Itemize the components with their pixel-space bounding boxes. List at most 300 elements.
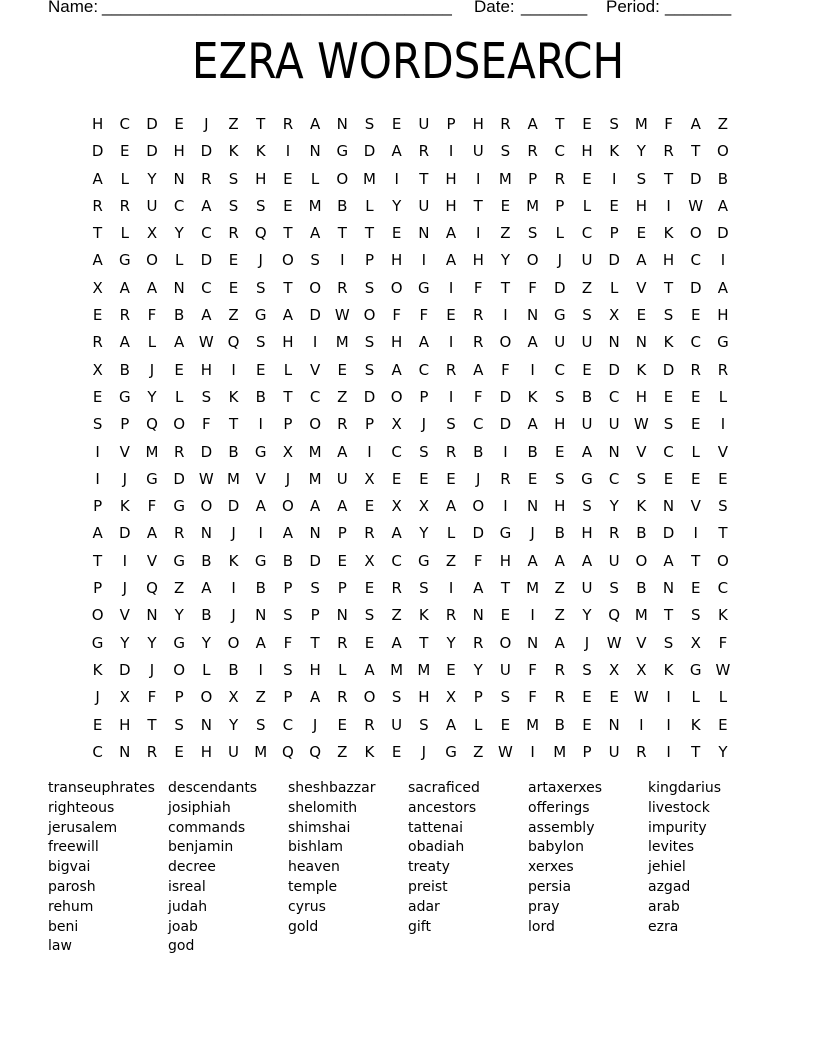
grid-letter[interactable]: E bbox=[555, 442, 565, 461]
grid-letter[interactable]: W bbox=[198, 469, 214, 488]
grid-letter[interactable]: L bbox=[691, 688, 700, 707]
grid-letter[interactable]: W bbox=[198, 333, 214, 352]
grid-letter[interactable]: O bbox=[472, 497, 485, 516]
grid-letter[interactable]: C bbox=[663, 442, 674, 461]
grid-letter[interactable]: O bbox=[336, 169, 349, 188]
grid-letter[interactable]: Z bbox=[581, 278, 593, 297]
grid-letter[interactable]: I bbox=[503, 306, 508, 325]
grid-letter[interactable]: D bbox=[309, 306, 321, 325]
grid-letter[interactable]: B bbox=[527, 442, 538, 461]
grid-letter[interactable]: E bbox=[283, 169, 293, 188]
grid-letter[interactable]: C bbox=[554, 142, 566, 161]
grid-letter[interactable]: K bbox=[255, 142, 266, 161]
grid-letter[interactable]: A bbox=[309, 224, 321, 243]
grid-letter[interactable]: E bbox=[636, 224, 647, 243]
grid-letter[interactable]: R bbox=[228, 224, 239, 243]
grid-letter[interactable]: R bbox=[119, 196, 130, 215]
grid-letter[interactable]: K bbox=[663, 660, 674, 679]
grid-letter[interactable]: E bbox=[92, 387, 103, 406]
grid-letter[interactable]: B bbox=[119, 360, 130, 379]
grid-letter[interactable]: E bbox=[636, 306, 647, 325]
grid-letter[interactable]: X bbox=[228, 688, 239, 707]
grid-letter[interactable]: C bbox=[472, 415, 484, 434]
grid-letter[interactable]: D bbox=[662, 360, 675, 379]
grid-letter[interactable]: T bbox=[500, 579, 510, 598]
grid-letter[interactable]: E bbox=[446, 660, 456, 679]
grid-letter[interactable]: B bbox=[201, 606, 212, 625]
grid-letter[interactable]: S bbox=[690, 606, 701, 625]
grid-letter[interactable]: A bbox=[717, 278, 729, 297]
grid-letter[interactable]: Z bbox=[473, 742, 484, 761]
grid-letter[interactable]: M bbox=[335, 333, 349, 352]
grid-letter[interactable]: W bbox=[633, 415, 649, 434]
grid-letter[interactable]: P bbox=[93, 579, 103, 598]
grid-letter[interactable]: S bbox=[228, 169, 239, 188]
grid-letter[interactable]: H bbox=[282, 333, 294, 352]
grid-letter[interactable]: V bbox=[309, 360, 321, 379]
grid-letter[interactable]: N bbox=[336, 606, 348, 625]
grid-letter[interactable]: E bbox=[582, 715, 592, 734]
grid-letter[interactable]: L bbox=[202, 660, 211, 679]
grid-letter[interactable]: K bbox=[717, 606, 728, 625]
grid-letter[interactable]: O bbox=[390, 278, 403, 297]
grid-letter[interactable]: D bbox=[146, 142, 158, 161]
grid-letter[interactable]: E bbox=[174, 742, 184, 761]
grid-letter[interactable]: D bbox=[608, 251, 620, 270]
grid-letter[interactable]: A bbox=[527, 551, 538, 570]
grid-letter[interactable]: U bbox=[554, 333, 566, 352]
grid-letter[interactable]: X bbox=[146, 224, 158, 243]
grid-letter[interactable]: S bbox=[609, 115, 619, 133]
grid-letter[interactable]: U bbox=[146, 196, 158, 215]
grid-letter[interactable]: V bbox=[636, 633, 647, 652]
grid-letter[interactable]: G bbox=[254, 306, 267, 325]
grid-letter[interactable]: I bbox=[448, 579, 454, 598]
grid-letter[interactable]: C bbox=[201, 278, 212, 297]
grid-letter[interactable]: E bbox=[283, 196, 293, 215]
grid-letter[interactable]: B bbox=[554, 715, 565, 734]
grid-letter[interactable]: C bbox=[608, 387, 620, 406]
grid-letter[interactable]: S bbox=[555, 387, 565, 406]
grid-letter[interactable]: R bbox=[418, 142, 430, 161]
grid-letter[interactable]: Z bbox=[554, 579, 565, 598]
grid-letter[interactable]: R bbox=[473, 306, 484, 325]
grid-letter[interactable]: I bbox=[639, 715, 644, 734]
grid-letter[interactable]: G bbox=[118, 251, 131, 270]
grid-letter[interactable]: R bbox=[364, 524, 375, 543]
grid-letter[interactable]: N bbox=[662, 579, 675, 598]
grid-letter[interactable]: N bbox=[200, 524, 212, 543]
grid-letter[interactable]: V bbox=[119, 606, 130, 625]
grid-letter[interactable]: S bbox=[283, 606, 293, 625]
grid-letter[interactable]: S bbox=[364, 333, 375, 352]
grid-letter[interactable]: P bbox=[528, 169, 538, 188]
grid-letter[interactable]: A bbox=[309, 497, 321, 516]
grid-letter[interactable]: A bbox=[146, 278, 158, 297]
grid-letter[interactable]: E bbox=[582, 115, 592, 133]
grid-letter[interactable]: Z bbox=[717, 115, 729, 133]
grid-letter[interactable]: S bbox=[391, 688, 402, 707]
grid-letter[interactable]: E bbox=[690, 415, 701, 434]
grid-letter[interactable]: M bbox=[526, 715, 540, 734]
grid-letter[interactable]: M bbox=[553, 742, 567, 761]
grid-letter[interactable]: R bbox=[717, 360, 729, 379]
grid-letter[interactable]: Y bbox=[636, 142, 646, 161]
grid-letter[interactable]: H bbox=[635, 196, 647, 215]
grid-letter[interactable]: N bbox=[309, 524, 321, 543]
grid-letter[interactable]: H bbox=[445, 169, 457, 188]
grid-letter[interactable]: S bbox=[609, 579, 619, 598]
grid-letter[interactable]: O bbox=[227, 633, 240, 652]
grid-letter[interactable]: S bbox=[228, 196, 239, 215]
grid-letter[interactable]: R bbox=[554, 660, 565, 679]
grid-letter[interactable]: L bbox=[174, 251, 184, 270]
grid-letter[interactable]: I bbox=[285, 142, 291, 161]
grid-letter[interactable]: G bbox=[336, 142, 349, 161]
grid-letter[interactable]: Z bbox=[337, 742, 348, 761]
grid-letter[interactable]: R bbox=[173, 442, 185, 461]
grid-letter[interactable]: N bbox=[336, 115, 348, 133]
grid-letter[interactable]: E bbox=[446, 306, 456, 325]
grid-letter[interactable]: C bbox=[92, 742, 103, 761]
grid-letter[interactable]: I bbox=[666, 742, 671, 761]
grid-letter[interactable]: R bbox=[391, 579, 402, 598]
grid-letter[interactable]: V bbox=[119, 442, 130, 461]
grid-letter[interactable]: I bbox=[503, 497, 508, 516]
grid-letter[interactable]: D bbox=[717, 224, 729, 243]
grid-letter[interactable]: G bbox=[418, 278, 430, 297]
grid-letter[interactable]: I bbox=[340, 251, 345, 270]
grid-letter[interactable]: B bbox=[255, 387, 266, 406]
grid-letter[interactable]: B bbox=[255, 579, 266, 598]
grid-letter[interactable]: B bbox=[473, 442, 484, 461]
grid-letter[interactable]: K bbox=[119, 497, 130, 516]
grid-letter[interactable]: G bbox=[717, 333, 729, 352]
grid-letter[interactable]: P bbox=[555, 196, 565, 215]
grid-letter[interactable]: V bbox=[690, 497, 701, 516]
grid-letter[interactable]: S bbox=[419, 442, 429, 461]
grid-letter[interactable]: R bbox=[608, 524, 620, 543]
grid-letter[interactable]: T bbox=[337, 224, 347, 243]
grid-letter[interactable]: B bbox=[581, 387, 593, 406]
grid-letter[interactable]: A bbox=[663, 551, 674, 570]
grid-letter[interactable]: Q bbox=[227, 333, 240, 352]
grid-letter[interactable]: L bbox=[718, 688, 728, 707]
grid-letter[interactable]: R bbox=[500, 469, 511, 488]
grid-letter[interactable]: Y bbox=[718, 742, 728, 761]
grid-letter[interactable]: P bbox=[283, 579, 293, 598]
grid-letter[interactable]: K bbox=[636, 497, 647, 516]
grid-letter[interactable]: X bbox=[445, 688, 457, 707]
grid-letter[interactable]: X bbox=[92, 278, 103, 297]
grid-letter[interactable]: C bbox=[391, 442, 402, 461]
grid-letter[interactable]: H bbox=[554, 415, 566, 434]
grid-letter[interactable]: J bbox=[285, 469, 291, 488]
grid-letter[interactable]: L bbox=[609, 278, 619, 297]
grid-letter[interactable]: E bbox=[391, 742, 402, 761]
grid-letter[interactable]: T bbox=[364, 224, 375, 243]
grid-letter[interactable]: L bbox=[691, 442, 700, 461]
grid-letter[interactable]: E bbox=[228, 278, 239, 297]
grid-letter[interactable]: M bbox=[390, 660, 404, 679]
grid-letter[interactable]: Y bbox=[392, 196, 402, 215]
grid-letter[interactable]: E bbox=[228, 251, 239, 270]
grid-letter[interactable]: T bbox=[256, 115, 266, 133]
grid-letter[interactable]: Y bbox=[174, 224, 184, 243]
grid-letter[interactable]: G bbox=[499, 524, 512, 543]
grid-letter[interactable]: S bbox=[364, 278, 375, 297]
grid-letter[interactable]: D bbox=[363, 387, 376, 406]
grid-letter[interactable]: M bbox=[308, 196, 322, 215]
grid-letter[interactable]: I bbox=[231, 360, 236, 379]
grid-letter[interactable]: X bbox=[391, 497, 402, 516]
grid-letter[interactable]: P bbox=[283, 415, 293, 434]
grid-letter[interactable]: A bbox=[445, 224, 457, 243]
grid-letter[interactable]: A bbox=[527, 333, 538, 352]
grid-letter[interactable]: I bbox=[666, 688, 671, 707]
grid-letter[interactable]: G bbox=[146, 469, 158, 488]
grid-letter[interactable]: R bbox=[337, 633, 348, 652]
grid-letter[interactable]: K bbox=[92, 660, 103, 679]
grid-letter[interactable]: I bbox=[503, 442, 508, 461]
grid-letter[interactable]: E bbox=[337, 715, 348, 734]
grid-letter[interactable]: H bbox=[581, 142, 593, 161]
grid-letter[interactable]: A bbox=[282, 306, 294, 325]
grid-letter[interactable]: C bbox=[554, 360, 566, 379]
grid-letter[interactable]: X bbox=[609, 660, 620, 679]
grid-letter[interactable]: E bbox=[255, 360, 266, 379]
grid-letter[interactable]: D bbox=[662, 524, 675, 543]
grid-letter[interactable]: J bbox=[204, 115, 209, 133]
grid-letter[interactable]: E bbox=[609, 196, 619, 215]
grid-letter[interactable]: B bbox=[337, 196, 348, 215]
grid-letter[interactable]: R bbox=[445, 606, 457, 625]
grid-letter[interactable]: L bbox=[147, 333, 157, 352]
grid-letter[interactable]: U bbox=[581, 415, 593, 434]
grid-letter[interactable]: J bbox=[231, 606, 236, 625]
grid-letter[interactable]: E bbox=[337, 551, 348, 570]
grid-letter[interactable]: R bbox=[554, 688, 565, 707]
grid-letter[interactable]: M bbox=[526, 579, 540, 598]
grid-letter[interactable]: K bbox=[609, 142, 620, 161]
grid-letter[interactable]: T bbox=[555, 115, 565, 133]
grid-letter[interactable]: S bbox=[419, 715, 429, 734]
grid-letter[interactable]: J bbox=[584, 633, 590, 652]
grid-letter[interactable]: A bbox=[554, 633, 565, 652]
grid-letter[interactable]: F bbox=[528, 660, 537, 679]
grid-letter[interactable]: L bbox=[474, 715, 483, 734]
grid-letter[interactable]: A bbox=[527, 115, 538, 133]
grid-letter[interactable]: T bbox=[691, 742, 701, 761]
grid-letter[interactable]: T bbox=[310, 633, 320, 652]
grid-letter[interactable]: M bbox=[145, 442, 159, 461]
grid-letter[interactable]: M bbox=[254, 742, 268, 761]
grid-letter[interactable]: V bbox=[146, 551, 158, 570]
grid-letter[interactable]: M bbox=[634, 606, 648, 625]
grid-letter[interactable]: L bbox=[310, 169, 320, 188]
grid-letter[interactable]: H bbox=[255, 169, 267, 188]
grid-letter[interactable]: S bbox=[500, 142, 511, 161]
grid-letter[interactable]: A bbox=[581, 442, 593, 461]
grid-letter[interactable]: H bbox=[662, 251, 675, 270]
grid-letter[interactable]: J bbox=[258, 251, 263, 270]
grid-letter[interactable]: D bbox=[146, 115, 158, 133]
grid-letter[interactable]: K bbox=[228, 142, 239, 161]
grid-letter[interactable]: T bbox=[663, 278, 674, 297]
grid-letter[interactable]: R bbox=[337, 688, 348, 707]
grid-letter[interactable]: I bbox=[448, 278, 454, 297]
grid-letter[interactable]: Z bbox=[554, 606, 565, 625]
grid-letter[interactable]: U bbox=[608, 551, 620, 570]
grid-letter[interactable]: Q bbox=[309, 742, 321, 761]
grid-letter[interactable]: A bbox=[554, 551, 565, 570]
grid-letter[interactable]: Y bbox=[174, 606, 184, 625]
grid-letter[interactable]: A bbox=[309, 688, 321, 707]
grid-letter[interactable]: B bbox=[174, 306, 185, 325]
grid-letter[interactable]: X bbox=[609, 306, 620, 325]
grid-letter[interactable]: R bbox=[445, 360, 457, 379]
grid-letter[interactable]: A bbox=[255, 633, 266, 652]
grid-letter[interactable]: C bbox=[201, 224, 212, 243]
grid-letter[interactable]: J bbox=[312, 715, 318, 734]
grid-letter[interactable]: E bbox=[663, 387, 674, 406]
grid-letter[interactable]: D bbox=[499, 387, 512, 406]
grid-letter[interactable]: I bbox=[448, 333, 454, 352]
grid-letter[interactable]: Z bbox=[337, 387, 348, 406]
grid-letter[interactable]: M bbox=[308, 442, 322, 461]
grid-letter[interactable]: R bbox=[92, 196, 103, 215]
grid-letter[interactable]: Q bbox=[608, 606, 621, 625]
grid-letter[interactable]: Y bbox=[473, 660, 483, 679]
grid-letter[interactable]: H bbox=[499, 551, 512, 570]
grid-letter[interactable]: Y bbox=[582, 606, 592, 625]
grid-letter[interactable]: N bbox=[418, 224, 430, 243]
grid-letter[interactable]: G bbox=[445, 742, 457, 761]
grid-letter[interactable]: A bbox=[391, 360, 402, 379]
grid-letter[interactable]: X bbox=[690, 633, 701, 652]
grid-letter[interactable]: E bbox=[582, 688, 592, 707]
grid-letter[interactable]: S bbox=[663, 633, 674, 652]
grid-letter[interactable]: I bbox=[258, 660, 263, 679]
grid-letter[interactable]: Z bbox=[500, 224, 511, 243]
grid-letter[interactable]: O bbox=[689, 224, 702, 243]
grid-letter[interactable]: S bbox=[255, 278, 266, 297]
grid-letter[interactable]: K bbox=[663, 224, 674, 243]
grid-letter[interactable]: L bbox=[365, 196, 374, 215]
grid-letter[interactable]: F bbox=[473, 551, 483, 570]
grid-letter[interactable]: J bbox=[149, 360, 155, 379]
grid-letter[interactable]: U bbox=[581, 333, 593, 352]
grid-letter[interactable]: D bbox=[227, 497, 240, 516]
grid-letter[interactable]: G bbox=[173, 497, 185, 516]
grid-letter[interactable]: G bbox=[91, 633, 104, 652]
grid-letter[interactable]: X bbox=[364, 469, 375, 488]
grid-letter[interactable]: I bbox=[448, 387, 454, 406]
grid-letter[interactable]: R bbox=[554, 169, 565, 188]
grid-letter[interactable]: V bbox=[636, 278, 647, 297]
grid-letter[interactable]: Y bbox=[446, 633, 456, 652]
grid-letter[interactable]: H bbox=[200, 360, 212, 379]
grid-letter[interactable]: R bbox=[337, 278, 348, 297]
grid-letter[interactable]: J bbox=[95, 688, 100, 707]
grid-letter[interactable]: T bbox=[663, 169, 674, 188]
grid-letter[interactable]: P bbox=[93, 497, 103, 516]
grid-letter[interactable]: A bbox=[445, 715, 457, 734]
grid-letter[interactable]: K bbox=[364, 742, 375, 761]
grid-letter[interactable]: U bbox=[608, 742, 620, 761]
grid-letter[interactable]: C bbox=[690, 333, 701, 352]
grid-letter[interactable]: I bbox=[720, 415, 726, 434]
grid-letter[interactable]: R bbox=[690, 360, 701, 379]
grid-letter[interactable]: E bbox=[364, 633, 375, 652]
grid-letter[interactable]: H bbox=[445, 196, 457, 215]
grid-letter[interactable]: C bbox=[119, 115, 131, 133]
grid-letter[interactable]: T bbox=[283, 278, 293, 297]
grid-letter[interactable]: O bbox=[717, 142, 729, 161]
grid-letter[interactable]: A bbox=[391, 142, 402, 161]
grid-letter[interactable]: D bbox=[554, 278, 566, 297]
grid-letter[interactable]: H bbox=[581, 524, 593, 543]
grid-letter[interactable]: I bbox=[530, 742, 535, 761]
grid-letter[interactable]: K bbox=[228, 551, 239, 570]
grid-letter[interactable]: O bbox=[309, 415, 321, 434]
grid-letter[interactable]: D bbox=[200, 142, 213, 161]
grid-letter[interactable]: O bbox=[173, 415, 186, 434]
grid-letter[interactable]: J bbox=[122, 579, 127, 598]
grid-letter[interactable]: I bbox=[611, 169, 617, 188]
grid-letter[interactable]: F bbox=[528, 278, 537, 297]
grid-letter[interactable]: S bbox=[636, 169, 647, 188]
grid-letter[interactable]: V bbox=[717, 442, 729, 461]
grid-letter[interactable]: T bbox=[473, 196, 483, 215]
grid-letter[interactable]: R bbox=[282, 115, 294, 133]
grid-letter[interactable]: E bbox=[690, 306, 701, 325]
grid-letter[interactable]: E bbox=[718, 469, 728, 488]
grid-letter[interactable]: C bbox=[173, 196, 185, 215]
grid-letter[interactable]: A bbox=[92, 524, 103, 543]
grid-letter[interactable]: A bbox=[92, 169, 103, 188]
grid-letter[interactable]: J bbox=[149, 660, 155, 679]
grid-letter[interactable]: U bbox=[581, 251, 593, 270]
grid-letter[interactable]: A bbox=[717, 196, 729, 215]
date-blank[interactable]: _______ bbox=[521, 0, 588, 16]
grid-letter[interactable]: G bbox=[254, 442, 267, 461]
grid-letter[interactable]: E bbox=[690, 387, 701, 406]
grid-letter[interactable]: E bbox=[92, 715, 103, 734]
grid-letter[interactable]: N bbox=[173, 169, 185, 188]
grid-letter[interactable]: A bbox=[119, 278, 130, 297]
name-blank[interactable]: _____________________________________ bbox=[102, 0, 452, 16]
grid-letter[interactable]: P bbox=[120, 415, 130, 434]
grid-letter[interactable]: K bbox=[418, 606, 429, 625]
grid-letter[interactable]: Z bbox=[228, 306, 239, 325]
grid-letter[interactable]: U bbox=[472, 142, 484, 161]
grid-letter[interactable]: M bbox=[498, 169, 512, 188]
grid-letter[interactable]: P bbox=[582, 742, 592, 761]
grid-letter[interactable]: Z bbox=[174, 579, 185, 598]
grid-letter[interactable]: R bbox=[119, 306, 130, 325]
grid-letter[interactable]: N bbox=[526, 497, 539, 516]
grid-letter[interactable]: F bbox=[283, 633, 293, 652]
grid-letter[interactable]: S bbox=[174, 715, 184, 734]
grid-letter[interactable]: C bbox=[309, 387, 321, 406]
grid-letter[interactable]: L bbox=[718, 387, 728, 406]
grid-letter[interactable]: P bbox=[419, 387, 429, 406]
grid-letter[interactable]: E bbox=[174, 115, 184, 133]
grid-letter[interactable]: R bbox=[527, 142, 538, 161]
grid-letter[interactable]: F bbox=[147, 306, 157, 325]
grid-letter[interactable]: U bbox=[608, 415, 620, 434]
